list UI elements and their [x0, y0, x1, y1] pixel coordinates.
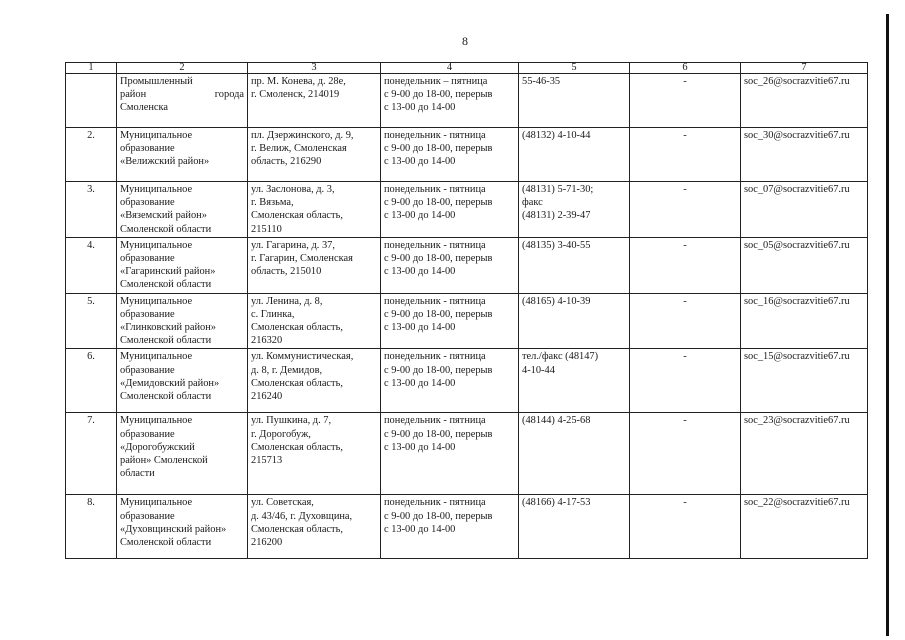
district-name-line: Муниципальное — [120, 239, 193, 251]
header-cell: 4 — [381, 63, 519, 74]
district-name-line: образование — [120, 308, 175, 320]
row-number: 2. — [87, 130, 95, 141]
phone-line: (48144) 4-25-68 — [522, 415, 591, 427]
address-line: 216200 — [251, 537, 283, 549]
address-cell — [248, 413, 381, 495]
working-hours-cell — [381, 495, 519, 559]
working-hours-line: с 9-00 до 18-00, перерыв — [384, 143, 493, 155]
phone-line: (48132) 4-10-44 — [522, 130, 591, 141]
row-number-cell — [66, 182, 117, 238]
email-cell — [741, 128, 868, 182]
district-name-cell — [117, 237, 248, 293]
phone-cell — [519, 293, 630, 349]
phone-line: факс — [522, 197, 543, 209]
working-hours-line: с 13-00 до 14-00 — [384, 523, 456, 535]
district-name-line: «Духовщинский район» — [120, 523, 227, 535]
phone-line: (48131) 5-71-30; — [522, 184, 594, 195]
working-hours-cell — [381, 293, 519, 349]
district-name-cell — [117, 293, 248, 349]
column6-value: - — [683, 415, 687, 427]
district-name-cell — [117, 182, 248, 238]
address-line: г. Дорогобуж, — [251, 428, 311, 440]
working-hours-cell — [381, 74, 519, 128]
header-cell: 2 — [117, 63, 248, 74]
row-number-cell — [66, 495, 117, 559]
address-line: ул. Коммунистическая, — [251, 351, 354, 363]
table-row — [66, 349, 868, 413]
working-hours-line: с 13-00 до 14-00 — [384, 441, 456, 453]
district-name-line: Муниципальное — [120, 351, 193, 363]
address-line: 215713 — [251, 455, 283, 467]
address-line: Смоленская область, — [251, 210, 343, 222]
district-name-line: Смоленской области — [120, 223, 212, 235]
offices-table — [65, 62, 868, 559]
address-line: ул. Пушкина, д. 7, — [251, 415, 332, 427]
phone-cell — [519, 237, 630, 293]
phone-cell — [519, 495, 630, 559]
working-hours-line: с 9-00 до 18-00, перерыв — [384, 428, 493, 440]
working-hours-line: понедельник - пятница — [384, 239, 486, 251]
address-line: Смоленская область, — [251, 377, 343, 389]
column6-value: - — [683, 351, 687, 363]
table-row — [66, 413, 868, 495]
district-name-line: Муниципальное — [120, 130, 193, 141]
address-cell — [248, 293, 381, 349]
district-name-line: Смоленска — [120, 102, 169, 114]
address-line: д. 43/46, г. Духовщина, — [251, 510, 353, 522]
address-line: Смоленская область, — [251, 322, 343, 334]
district-name-cell — [117, 74, 248, 128]
table-row — [66, 128, 868, 182]
column6-cell — [630, 74, 741, 128]
row-number-cell — [66, 293, 117, 349]
address-cell — [248, 182, 381, 238]
district-name-line: Муниципальное — [120, 497, 193, 509]
address-cell — [248, 74, 381, 128]
column6-cell — [630, 495, 741, 559]
header-cell: 7 — [741, 63, 868, 74]
email-cell — [741, 182, 868, 238]
working-hours-line: с 9-00 до 18-00, перерыв — [384, 197, 493, 209]
district-name-line: образование — [120, 428, 175, 440]
address-line: г. Вязьма, — [251, 197, 294, 209]
phone-line: 4-10-44 — [522, 364, 555, 376]
district-name-line: район города — [120, 89, 244, 101]
address-cell — [248, 349, 381, 413]
address-line: 216240 — [251, 391, 283, 403]
row-number: 3. — [87, 184, 95, 195]
header-row — [66, 63, 868, 74]
phone-cell — [519, 349, 630, 413]
table-row — [66, 237, 868, 293]
email-link[interactable]: soc_05@socrazvitie67.ru — [744, 239, 850, 251]
address-line: 215110 — [251, 223, 282, 235]
working-hours-line: с 9-00 до 18-00, перерыв — [384, 253, 493, 265]
district-name-line: Промышленный — [120, 76, 193, 87]
working-hours-line: с 13-00 до 14-00 — [384, 377, 456, 389]
column6-value: - — [683, 76, 687, 87]
district-name-line: образование — [120, 253, 175, 265]
working-hours-line: с 9-00 до 18-00, перерыв — [384, 510, 493, 522]
working-hours-line: с 13-00 до 14-00 — [384, 322, 456, 334]
column6-value: - — [683, 130, 687, 141]
address-line: Смоленская область, — [251, 523, 343, 535]
phone-line: 55-46-35 — [522, 76, 561, 87]
column6-cell — [630, 413, 741, 495]
row-number: 8. — [87, 497, 95, 509]
phone-line: (48131) 2-39-47 — [522, 210, 591, 222]
district-name-line: Смоленской области — [120, 279, 212, 291]
phone-cell — [519, 182, 630, 238]
address-cell — [248, 495, 381, 559]
address-line: ул. Гагарина, д. 37, — [251, 239, 335, 251]
working-hours-cell — [381, 128, 519, 182]
district-name-cell — [117, 349, 248, 413]
working-hours-line: понедельник – пятница — [384, 76, 488, 87]
district-name-line: образование — [120, 364, 175, 376]
working-hours-line: понедельник - пятница — [384, 295, 486, 307]
working-hours-cell — [381, 413, 519, 495]
district-name-line: «Велижский район» — [120, 156, 210, 168]
row-number-cell — [66, 74, 117, 128]
email-link[interactable]: soc_30@socrazvitie67.ru — [744, 130, 850, 141]
phone-line: тел./факс (48147) — [522, 351, 599, 363]
table-row — [66, 495, 868, 559]
column6-cell — [630, 349, 741, 413]
table-row — [66, 293, 868, 349]
email-cell — [741, 74, 868, 128]
address-line: д. 8, г. Демидов, — [251, 364, 323, 376]
address-line: г. Гагарин, Смоленская — [251, 253, 353, 265]
working-hours-line: понедельник - пятница — [384, 351, 486, 363]
district-name-cell — [117, 413, 248, 495]
district-name-line: «Глинковский район» — [120, 322, 216, 334]
email-link[interactable]: soc_07@socrazvitie67.ru — [744, 184, 850, 195]
district-name-cell — [117, 128, 248, 182]
row-number: 7. — [87, 415, 95, 427]
email-link[interactable]: soc_23@socrazvitie67.ru — [744, 415, 850, 427]
column6-cell — [630, 237, 741, 293]
column6-value: - — [683, 239, 687, 251]
column6-cell — [630, 182, 741, 238]
district-name-line: Муниципальное — [120, 295, 193, 307]
working-hours-line: с 13-00 до 14-00 — [384, 156, 456, 168]
address-line: область, 215010 — [251, 266, 322, 278]
working-hours-line: понедельник - пятница — [384, 184, 486, 195]
working-hours-line: с 13-00 до 14-00 — [384, 210, 456, 222]
address-line: область, 216290 — [251, 156, 322, 168]
district-name-line: «Дорогобужский — [120, 441, 195, 453]
district-name-cell — [117, 495, 248, 559]
email-cell — [741, 293, 868, 349]
email-link[interactable]: soc_16@socrazvitie67.ru — [744, 295, 850, 307]
working-hours-line: с 9-00 до 18-00, перерыв — [384, 89, 493, 101]
district-name-line: образование — [120, 510, 175, 522]
district-name-line: образование — [120, 143, 175, 155]
working-hours-line: с 13-00 до 14-00 — [384, 102, 456, 114]
district-name-line: район» Смоленской — [120, 455, 208, 467]
header-cell: 3 — [248, 63, 381, 74]
phone-line: (48135) 3-40-55 — [522, 239, 591, 251]
column6-value: - — [683, 497, 687, 509]
district-name-line: образование — [120, 197, 175, 209]
working-hours-line: с 9-00 до 18-00, перерыв — [384, 308, 493, 320]
district-name-line: «Вяземский район» — [120, 210, 207, 222]
district-name-line: области — [120, 468, 155, 480]
address-line: Смоленская область, — [251, 441, 343, 453]
working-hours-line: понедельник - пятница — [384, 130, 486, 141]
district-name-line: «Гагаринский район» — [120, 266, 216, 278]
address-cell — [248, 237, 381, 293]
address-line: ул. Советская, — [251, 497, 314, 509]
row-number-cell — [66, 413, 117, 495]
phone-cell — [519, 413, 630, 495]
district-name-line: Смоленской области — [120, 335, 212, 347]
phone-line: (48165) 4-10-39 — [522, 295, 591, 307]
working-hours-line: понедельник - пятница — [384, 497, 486, 509]
header-cell: 6 — [630, 63, 741, 74]
row-number-cell — [66, 128, 117, 182]
working-hours-line: с 13-00 до 14-00 — [384, 266, 456, 278]
email-cell — [741, 237, 868, 293]
district-name-line: Муниципальное — [120, 415, 193, 427]
working-hours-cell — [381, 349, 519, 413]
email-cell — [741, 413, 868, 495]
address-line: с. Глинка, — [251, 308, 295, 320]
column6-value: - — [683, 295, 687, 307]
header-cell: 1 — [66, 63, 117, 74]
row-number: 6. — [87, 351, 95, 363]
working-hours-cell — [381, 237, 519, 293]
address-line: г. Смоленск, 214019 — [251, 89, 340, 101]
email-cell — [741, 495, 868, 559]
column6-cell — [630, 293, 741, 349]
district-name-line: Смоленской области — [120, 537, 212, 549]
address-line: пл. Дзержинского, д. 9, — [251, 130, 354, 141]
column6-cell — [630, 128, 741, 182]
phone-line: (48166) 4-17-53 — [522, 497, 591, 509]
row-number: 4. — [87, 239, 95, 251]
phone-cell — [519, 128, 630, 182]
email-link[interactable]: soc_22@socrazvitie67.ru — [744, 497, 850, 509]
row-number: 5. — [87, 295, 95, 307]
email-cell — [741, 349, 868, 413]
address-line: ул. Ленина, д. 8, — [251, 295, 323, 307]
address-line: 216320 — [251, 335, 283, 347]
row-number-cell — [66, 237, 117, 293]
working-hours-line: с 9-00 до 18-00, перерыв — [384, 364, 493, 376]
address-line: ул. Заслонова, д. 3, — [251, 184, 335, 195]
row-number-cell — [66, 349, 117, 413]
email-link[interactable]: soc_26@socrazvitie67.ru — [744, 76, 850, 87]
email-link[interactable]: soc_15@socrazvitie67.ru — [744, 351, 850, 363]
address-line: пр. М. Конева, д. 28е, — [251, 76, 346, 87]
phone-cell — [519, 74, 630, 128]
address-line: г. Велиж, Смоленская — [251, 143, 347, 155]
working-hours-cell — [381, 182, 519, 238]
page-number: 8 — [462, 34, 468, 48]
page-edge-bar — [886, 14, 889, 636]
district-name-line: Смоленской области — [120, 391, 212, 403]
column6-value: - — [683, 184, 687, 195]
address-cell — [248, 128, 381, 182]
district-name-line: «Демидовский район» — [120, 377, 220, 389]
table-row — [66, 182, 868, 238]
district-name-line: Муниципальное — [120, 184, 193, 195]
working-hours-line: понедельник - пятница — [384, 415, 486, 427]
table-row — [66, 74, 868, 128]
header-cell: 5 — [519, 63, 630, 74]
